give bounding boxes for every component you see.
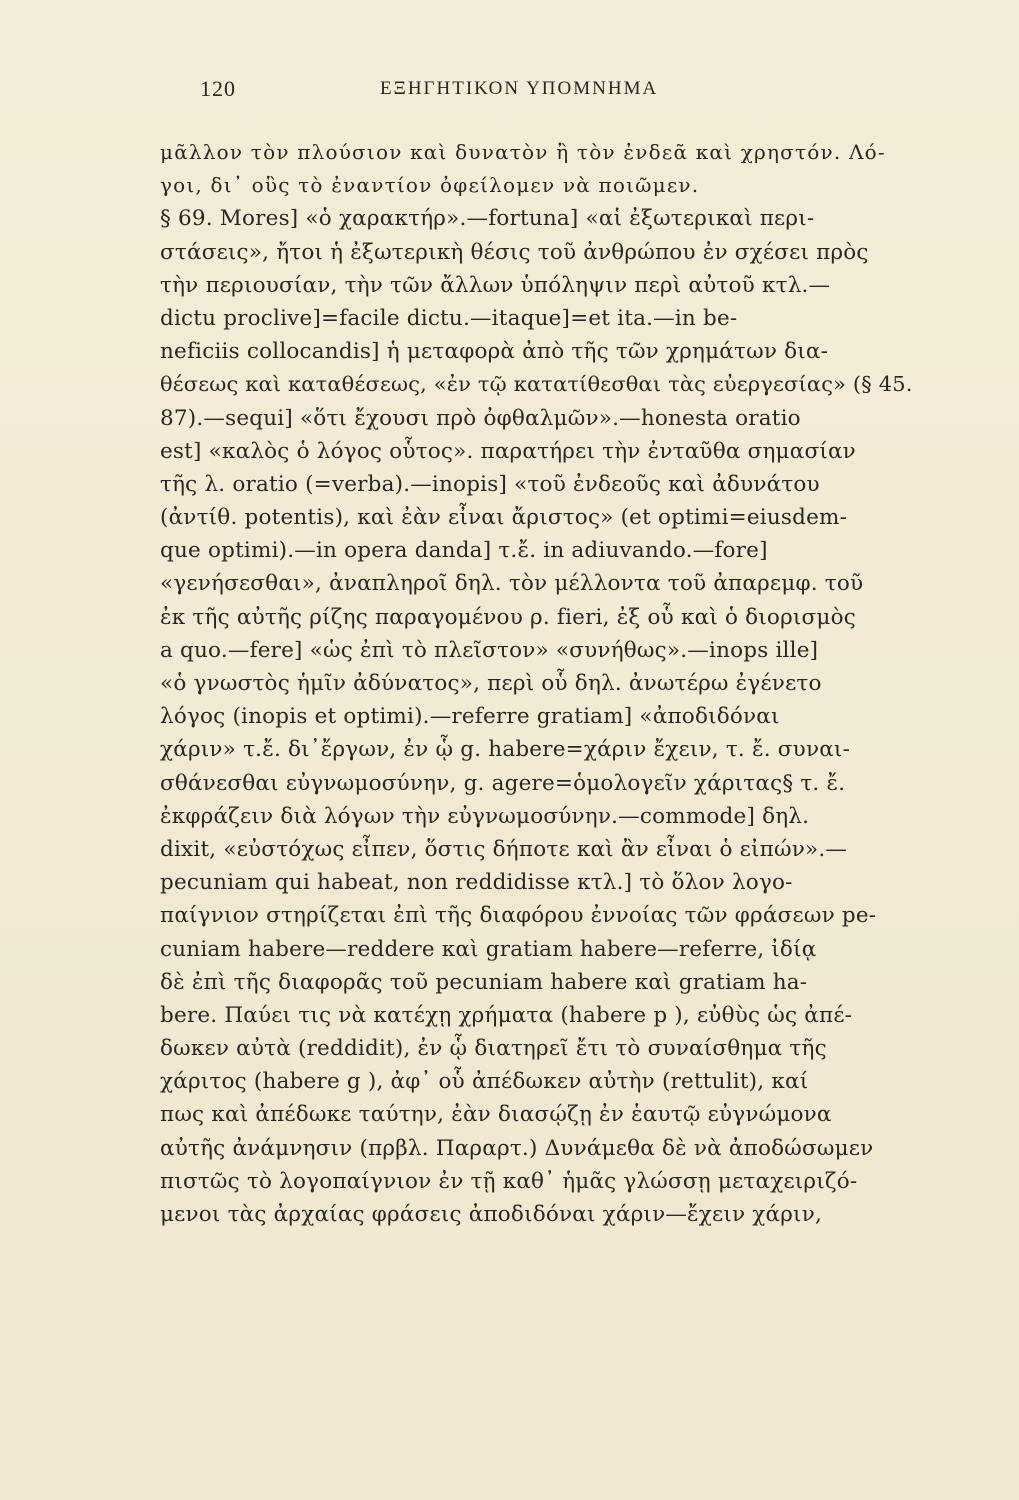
text-line: θέσεως καὶ καταθέσεως, «ἐν τῷ κατατίθεσθαι τὰς εὐεργεσίας» (§ 45. [160, 372, 913, 397]
running-title: ΕΞΗΓΗΤΙΚΟΝ ΥΠΟΜΝΗΜΑ [380, 78, 659, 99]
text-line: αὐτῆς ἀνάμνησιν (πρβλ. Παραρτ.) Δυνάμεθα δὲ νὰ ἀποδώσωμεν [160, 1135, 874, 1161]
text-line: γοι, δι᾽ οὓς τὸ ἐναντίον ὀφείλομεν νὰ ποιῶμεν. [160, 173, 700, 198]
text-line: § 69. Mores] «ὁ χαρακτήρ».—fortuna] «αἱ ἐξωτερικαὶ περι- [160, 206, 815, 232]
text-line: δὲ ἐπὶ τῆς διαφορᾶς τοῦ pecuniam habere καὶ gratiam ha- [160, 969, 808, 995]
text-line: (ἀντίθ. potentis), καὶ ἐὰν εἶναι ἄριστος» (et optimi=eiusdem- [160, 505, 848, 531]
text-line: pecuniam qui habeat, non reddidisse κτλ.] τὸ ὅλον λογο- [160, 870, 793, 896]
text-line: 87).—sequi] «ὅτι ἔχουσι πρὸ ὀφθαλμῶν».—honesta oratio [160, 405, 801, 431]
text-line: τὴν περιουσίαν, τὴν τῶν ἄλλων ὑπόληψιν περὶ αὐτοῦ κτλ.— [160, 272, 831, 298]
page-header [200, 76, 720, 106]
text-line: dixit, «εὐστόχως εἶπεν, ὅστις δήποτε καὶ ἂν εἶναι ὁ εἰπών».— [160, 836, 848, 862]
text-line: «ὁ γνωστὸς ἡμῖν ἀδύνατος», περὶ οὗ δηλ. ἀνωτέρω ἐγένετο [160, 671, 822, 696]
text-line: λόγος (inopis et optimi).—referre gratiam] «ἀποδιδόναι [160, 704, 780, 730]
page-number: 120 [200, 76, 236, 101]
text-line: neficiis collocandis] ἡ μεταφορὰ ἀπὸ τῆς τῶν χρημάτων δια- [160, 339, 829, 365]
text-line: ἐκφράζειν διὰ λόγων τὴν εὐγνωμοσύνην.—commode] δηλ. [160, 803, 810, 829]
text-line: πιστῶς τὸ λογοπαίγνιον ἐν τῇ καθ᾽ ἡμᾶς γλώσσῃ μεταχειριζό- [160, 1168, 858, 1194]
text-line: a quo.—fere] «ὡς ἐπὶ τὸ πλεῖστον» «συνήθως».—inops ille] [160, 637, 819, 663]
body-text [160, 136, 920, 1231]
text-line: cuniam habere—reddere καὶ gratiam habere—referre, ἰδίᾳ [160, 936, 817, 962]
text-line: dictu proclive]=facile dictu.—itaque]=et ita.—in be- [160, 305, 738, 331]
text-line: est] «καλὸς ὁ λόγος οὗτος». παρατήρει τὴν ἐνταῦθα σημασίαν [160, 438, 856, 464]
text-line: τῆς λ. oratio (=verba).—inopis] «τοῦ ἐνδεοῦς καὶ ἀδυνάτου [160, 471, 820, 497]
text-line: πως καὶ ἀπέδωκε ταύτην, ἐὰν διασῴζῃ ἐν ἑαυτῷ εὐγνώμονα [160, 1102, 832, 1128]
text-line: δωκεν αὐτὰ (reddidit), ἐν ᾧ διατηρεῖ ἔτι τὸ συναίσθημα τῆς [160, 1036, 827, 1062]
text-line: que optimi).—in opera danda] τ.ἔ. in adiuvando.—fore] [160, 538, 768, 564]
text-line: «γενήσεσθαι», ἀναπληροῖ δηλ. τὸν μέλλοντα τοῦ ἀπαρεμφ. τοῦ [160, 571, 864, 597]
text-line: χάριτος (habere g ), ἀφ᾽ οὗ ἀπέδωκεν αὐτὴν (rettulit), καί [160, 1069, 809, 1095]
text-line: ἐκ τῆς αὐτῆς ρίζης παραγομένου ρ. fieri, ἐξ οὗ καὶ ὁ διορισμὸς [160, 604, 856, 630]
text-line: στάσεις», ἤτοι ἡ ἐξωτερικὴ θέσις τοῦ ἀνθρώπου ἐν σχέσει πρὸς [160, 239, 869, 265]
text-line: σθάνεσθαι εὐγνωμοσύνην, g. agere=ὁμολογεῖν χάριτας§ τ. ἔ. [160, 770, 846, 796]
text-line: bere. Παύει τις νὰ κατέχῃ χρήματα (habere p ), εὐθὺς ὡς ἀπέ- [160, 1002, 853, 1028]
text-line: παίγνιον στηρίζεται ἐπὶ τῆς διαφόρου ἐννοίας τῶν φράσεων pe- [160, 903, 877, 929]
text-line: χάριν» τ.ἔ. δι᾽ἔργων, ἐν ᾧ g. habere=χάριν ἔχειν, τ. ἔ. συναι- [160, 737, 851, 763]
text-line: μενοι τὰς ἀρχαίας φράσεις ἀποδιδόναι χάριν—ἔχειν χάριν, [160, 1202, 822, 1227]
text-line: μᾶλλον τὸν πλούσιον καὶ δυνατὸν ἢ τὸν ἐνδεᾶ καὶ χρηστόν. Λό- [160, 140, 886, 164]
